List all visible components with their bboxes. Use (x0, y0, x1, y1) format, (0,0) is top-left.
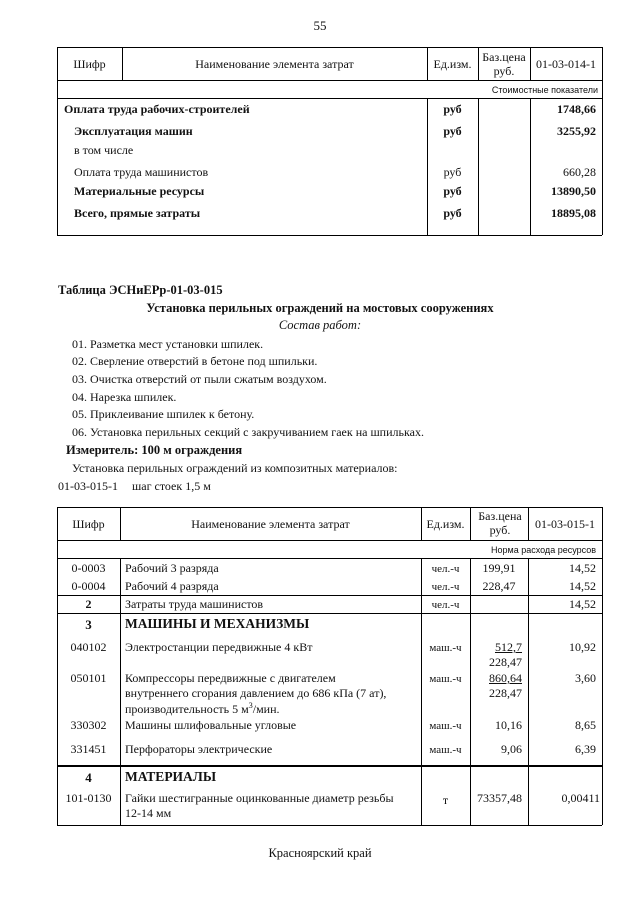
row-name: в том числе (74, 143, 134, 157)
list-item: 06. Установка перильных секций с закручиванием гаек на шпильках. (72, 425, 424, 439)
section-title: Установка перильных ограждений на мостовых сооружениях (146, 301, 494, 315)
row-name: Оплата труда машинистов (74, 165, 209, 179)
row-code: 331451 (70, 742, 107, 756)
row-value: 660,28 (563, 165, 596, 179)
table-label: Таблица ЭСНиЕРр-01-03-015 (58, 283, 223, 297)
row-name: Всего, прямые затраты (74, 206, 201, 220)
row-unit: маш.-ч (429, 744, 462, 756)
row-value: 8,65 (575, 718, 596, 732)
header-rate-code: 01-03-014-1 (536, 57, 596, 71)
row-price-machinist: 228,47 (489, 655, 522, 669)
row-value: 14,52 (569, 561, 596, 575)
row-unit: руб (443, 102, 462, 116)
description: Установка перильных ограждений из композитных материалов: (72, 461, 398, 475)
variant-text: шаг стоек 1,5 м (132, 479, 211, 493)
list-item: 05. Приклеивание шпилек к бетону. (72, 407, 255, 421)
row-price-machinist: 228,47 (489, 686, 522, 700)
header-base-price: Баз.цена руб. (478, 509, 522, 537)
header-unit: Ед.изм. (426, 517, 465, 531)
subheader-resource-norms: Норма расхода ресурсов (491, 545, 596, 555)
row-unit: руб (443, 206, 462, 220)
row-name-line: внутреннего сгорания давлением до 686 кПа (7 ат), (125, 686, 387, 700)
section-materials-title: МАТЕРИАЛЫ (125, 769, 217, 784)
section-machines-title: МАШИНЫ И МЕХАНИЗМЫ (125, 616, 310, 631)
row-code: 101-0130 (65, 791, 112, 805)
header-rate-code: 01-03-015-1 (535, 517, 595, 531)
row-unit: маш.-ч (429, 642, 462, 654)
header-name: Наименование элемента затрат (191, 517, 350, 531)
meter-label: Измеритель: 100 м ограждения (66, 443, 243, 457)
row-unit: руб (443, 165, 462, 179)
list-item: 02. Сверление отверстий в бетоне под шпильки. (72, 354, 318, 368)
row-value: 13890,50 (551, 184, 596, 198)
row-code: 0-0003 (71, 561, 106, 575)
row-unit: чел.-ч (431, 599, 460, 611)
row-value: 10,92 (569, 640, 596, 654)
row-value: 1748,66 (557, 102, 596, 116)
row-unit: руб (443, 124, 462, 138)
row-name: Электростанции передвижные 4 кВт (125, 640, 313, 654)
row-unit: чел.-ч (431, 581, 460, 593)
row-code: 330302 (70, 718, 107, 732)
row-price: 512,7 (495, 640, 522, 654)
variant-code: 01-03-015-1 (58, 479, 118, 493)
row-name: Оплата труда рабочих-строителей (64, 102, 250, 116)
row-name: Перфораторы электрические (125, 742, 273, 756)
row-price: 228,47 (482, 579, 516, 593)
row-price: 73357,48 (477, 791, 522, 805)
row-value: 6,39 (575, 742, 596, 756)
footer-region: Красноярский край (268, 846, 372, 860)
list-item: 04. Нарезка шпилек. (72, 390, 177, 404)
row-name-line: Гайки шестигранные оцинкованные диаметр резьбы (125, 791, 394, 805)
row-name: Рабочий 3 разряда (125, 561, 219, 575)
row-name: Машины шлифовальные угловые (125, 718, 297, 732)
row-code: 2 (85, 597, 92, 611)
header-unit: Ед.изм. (433, 57, 472, 71)
row-code: 050101 (70, 671, 107, 685)
page-number: 55 (313, 18, 327, 33)
row-value: 0,00411 (561, 791, 600, 805)
row-name-line: 12-14 мм (125, 806, 172, 820)
row-name-line: производительность 5 $м^3$/мин. (125, 701, 280, 716)
row-price: 10,16 (495, 718, 522, 732)
row-name: Затраты труда машинистов (125, 597, 264, 611)
header-code: Шифр (72, 517, 105, 531)
subheader-cost-indicators: Стоимостные показатели (491, 85, 598, 95)
row-name-line: Компрессоры передвижные с двигателем (125, 671, 336, 685)
header-code: Шифр (73, 57, 106, 71)
list-item: 01. Разметка мест установки шпилек. (72, 337, 264, 351)
row-value: 14,52 (569, 579, 596, 593)
row-value: 3,60 (575, 671, 596, 685)
row-unit: т (442, 793, 449, 807)
row-name: Рабочий 4 разряда (125, 579, 219, 593)
row-code: 040102 (70, 640, 107, 654)
row-unit: руб (443, 184, 462, 198)
row-value: 14,52 (569, 597, 596, 611)
works-title: Состав работ: (278, 318, 362, 332)
header-base-price: Баз.цена руб. (482, 50, 526, 78)
row-price: 9,06 (501, 742, 522, 756)
row-code: 0-0004 (71, 579, 106, 593)
header-name: Наименование элемента затрат (195, 57, 354, 71)
list-item: 03. Очистка отверстий от пыли сжатым воздухом. (72, 372, 327, 386)
row-value: 3255,92 (557, 124, 596, 138)
row-code: 4 (85, 770, 92, 785)
row-unit: маш.-ч (429, 673, 462, 685)
row-value: 18895,08 (551, 206, 596, 220)
row-price: 860,64 (489, 671, 522, 685)
row-name: Эксплуатация машин (74, 124, 193, 138)
row-name: Материальные ресурсы (74, 184, 205, 198)
row-unit: чел.-ч (431, 563, 460, 575)
row-unit: маш.-ч (429, 720, 462, 732)
row-code: 3 (85, 617, 92, 632)
row-price: 199,91 (482, 561, 516, 575)
